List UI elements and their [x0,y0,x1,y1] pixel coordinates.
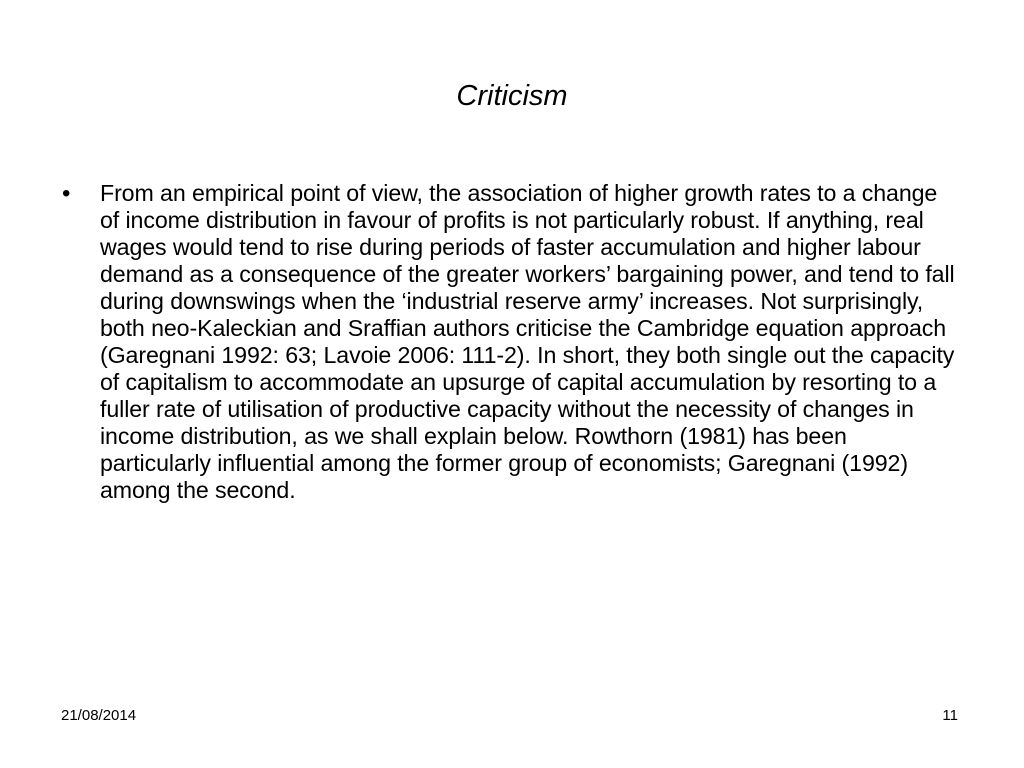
slide-title: Criticism [456,80,568,112]
bullet-item [62,180,962,504]
slide-number: 11 [942,707,958,724]
slide-body [62,180,962,504]
bullet-text: From an empirical point of view, the association of higher growth rates to a change of income distribution in favour of profits is not particularly robust. If anything, real wages would tend to rise during periods of faster accumulation and higher labour demand as a consequence of the greater workers’ bargaining power, and tend to fall during downswings when the ‘industrial reserve army’ increases. Not surprisingly, both neo-Kaleckian and Sraffian authors criticise the Cambridge equation approach (Garegnani 1992: 63; Lavoie 2006: 111-2). In short, they both single out the capacity of capitalism to accommodate an upsurge of capital accumulation by resorting to a fuller rate of utilisation of productive capacity without the necessity of changes in income distribution, as we shall explain below. Rowthorn (1981) has been particularly influential among the former group of economists; Garegnani (1992) among the second. [100,180,955,503]
footer-date: 21/08/2014 [61,707,137,724]
bullet-icon: • [62,180,71,207]
